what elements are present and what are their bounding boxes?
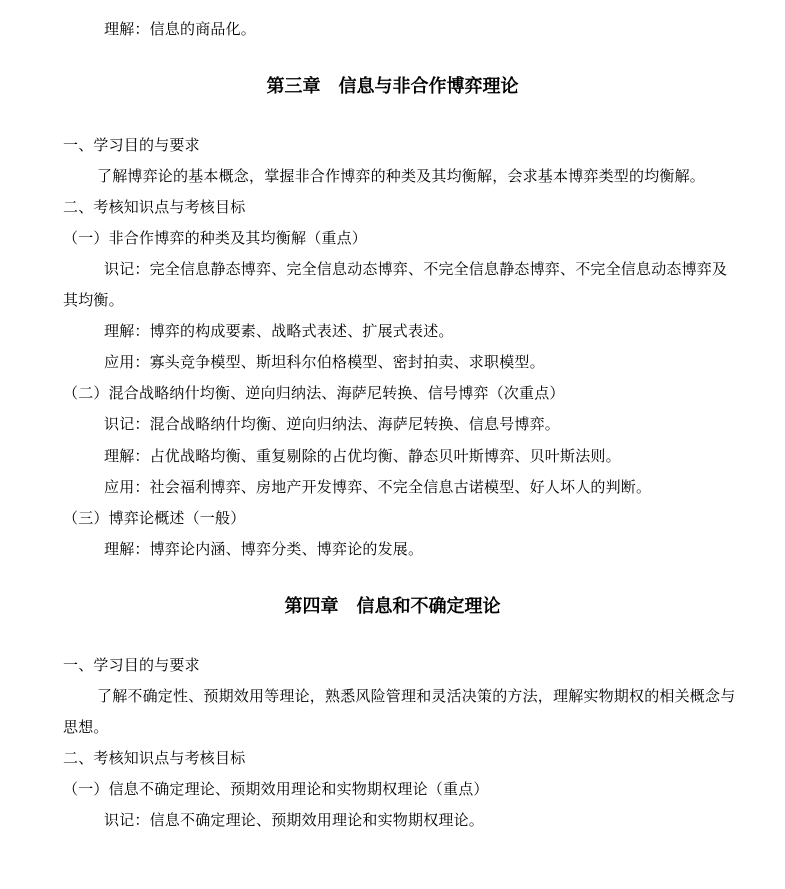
subsection-1-understand: 理解：博弈的构成要素、战略式表述、扩展式表述。 <box>104 322 454 340</box>
ch4-learning-objectives-text: 了解不确定性、预期效用等理论，熟悉风险管理和灵活决策的方法，理解实物期权的相关概念与 <box>97 687 736 705</box>
ch4-subsection-1-memorize: 识记：信息不确定理论、预期效用理论和实物期权理论。 <box>104 811 485 829</box>
subsection-2-memorize: 识记：混合战略纳什均衡、逆向归纳法、海萨尼转换、信息号博弈。 <box>104 415 561 433</box>
section-learning-objectives: 一、学习目的与要求 <box>63 136 200 154</box>
learning-objectives-text: 了解博弈论的基本概念，掌握非合作博弈的种类及其均衡解，会求基本博弈类型的均衡解。 <box>97 167 706 185</box>
subsection-3-title: （三）博弈论概述（一般） <box>63 509 246 527</box>
subsection-1-title: （一）非合作博弈的种类及其均衡解（重点） <box>63 229 368 247</box>
subsection-3-understand: 理解：博弈论内涵、博弈分类、博弈论的发展。 <box>104 540 424 558</box>
subsection-2-apply: 应用：社会福利博弈、房地产开发博弈、不完全信息古诺模型、好人坏人的判断。 <box>104 478 652 496</box>
ch4-learning-objectives-cont: 思想。 <box>63 718 109 736</box>
ch4-section-exam-points: 二、考核知识点与考核目标 <box>63 749 246 767</box>
ch4-subsection-1-title: （一）信息不确定理论、预期效用理论和实物期权理论（重点） <box>63 780 489 798</box>
subsection-1-memorize-cont: 其均衡。 <box>63 291 124 309</box>
subsection-2-understand: 理解：占优战略均衡、重复剔除的占优均衡、静态贝叶斯博弈、贝叶斯法则。 <box>104 447 621 465</box>
subsection-1-memorize: 识记：完全信息静态博弈、完全信息动态博弈、不完全信息静态博弈、不完全信息动态博弈及 <box>104 260 728 278</box>
chapter3-title: 第三章 信息与非合作博弈理论 <box>266 76 519 97</box>
chapter2-understanding-line: 理解：信息的商品化。 <box>104 20 257 38</box>
section-exam-points: 二、考核知识点与考核目标 <box>63 198 246 216</box>
subsection-1-apply: 应用：寡头竞争模型、斯坦科尔伯格模型、密封拍卖、求职模型。 <box>104 353 545 371</box>
ch4-section-learning-objectives: 一、学习目的与要求 <box>63 656 200 674</box>
chapter4-title: 第四章 信息和不确定理论 <box>284 596 501 617</box>
subsection-2-title: （二）混合战略纳什均衡、逆向归纳法、海萨尼转换、信号博弈（次重点） <box>63 384 565 402</box>
